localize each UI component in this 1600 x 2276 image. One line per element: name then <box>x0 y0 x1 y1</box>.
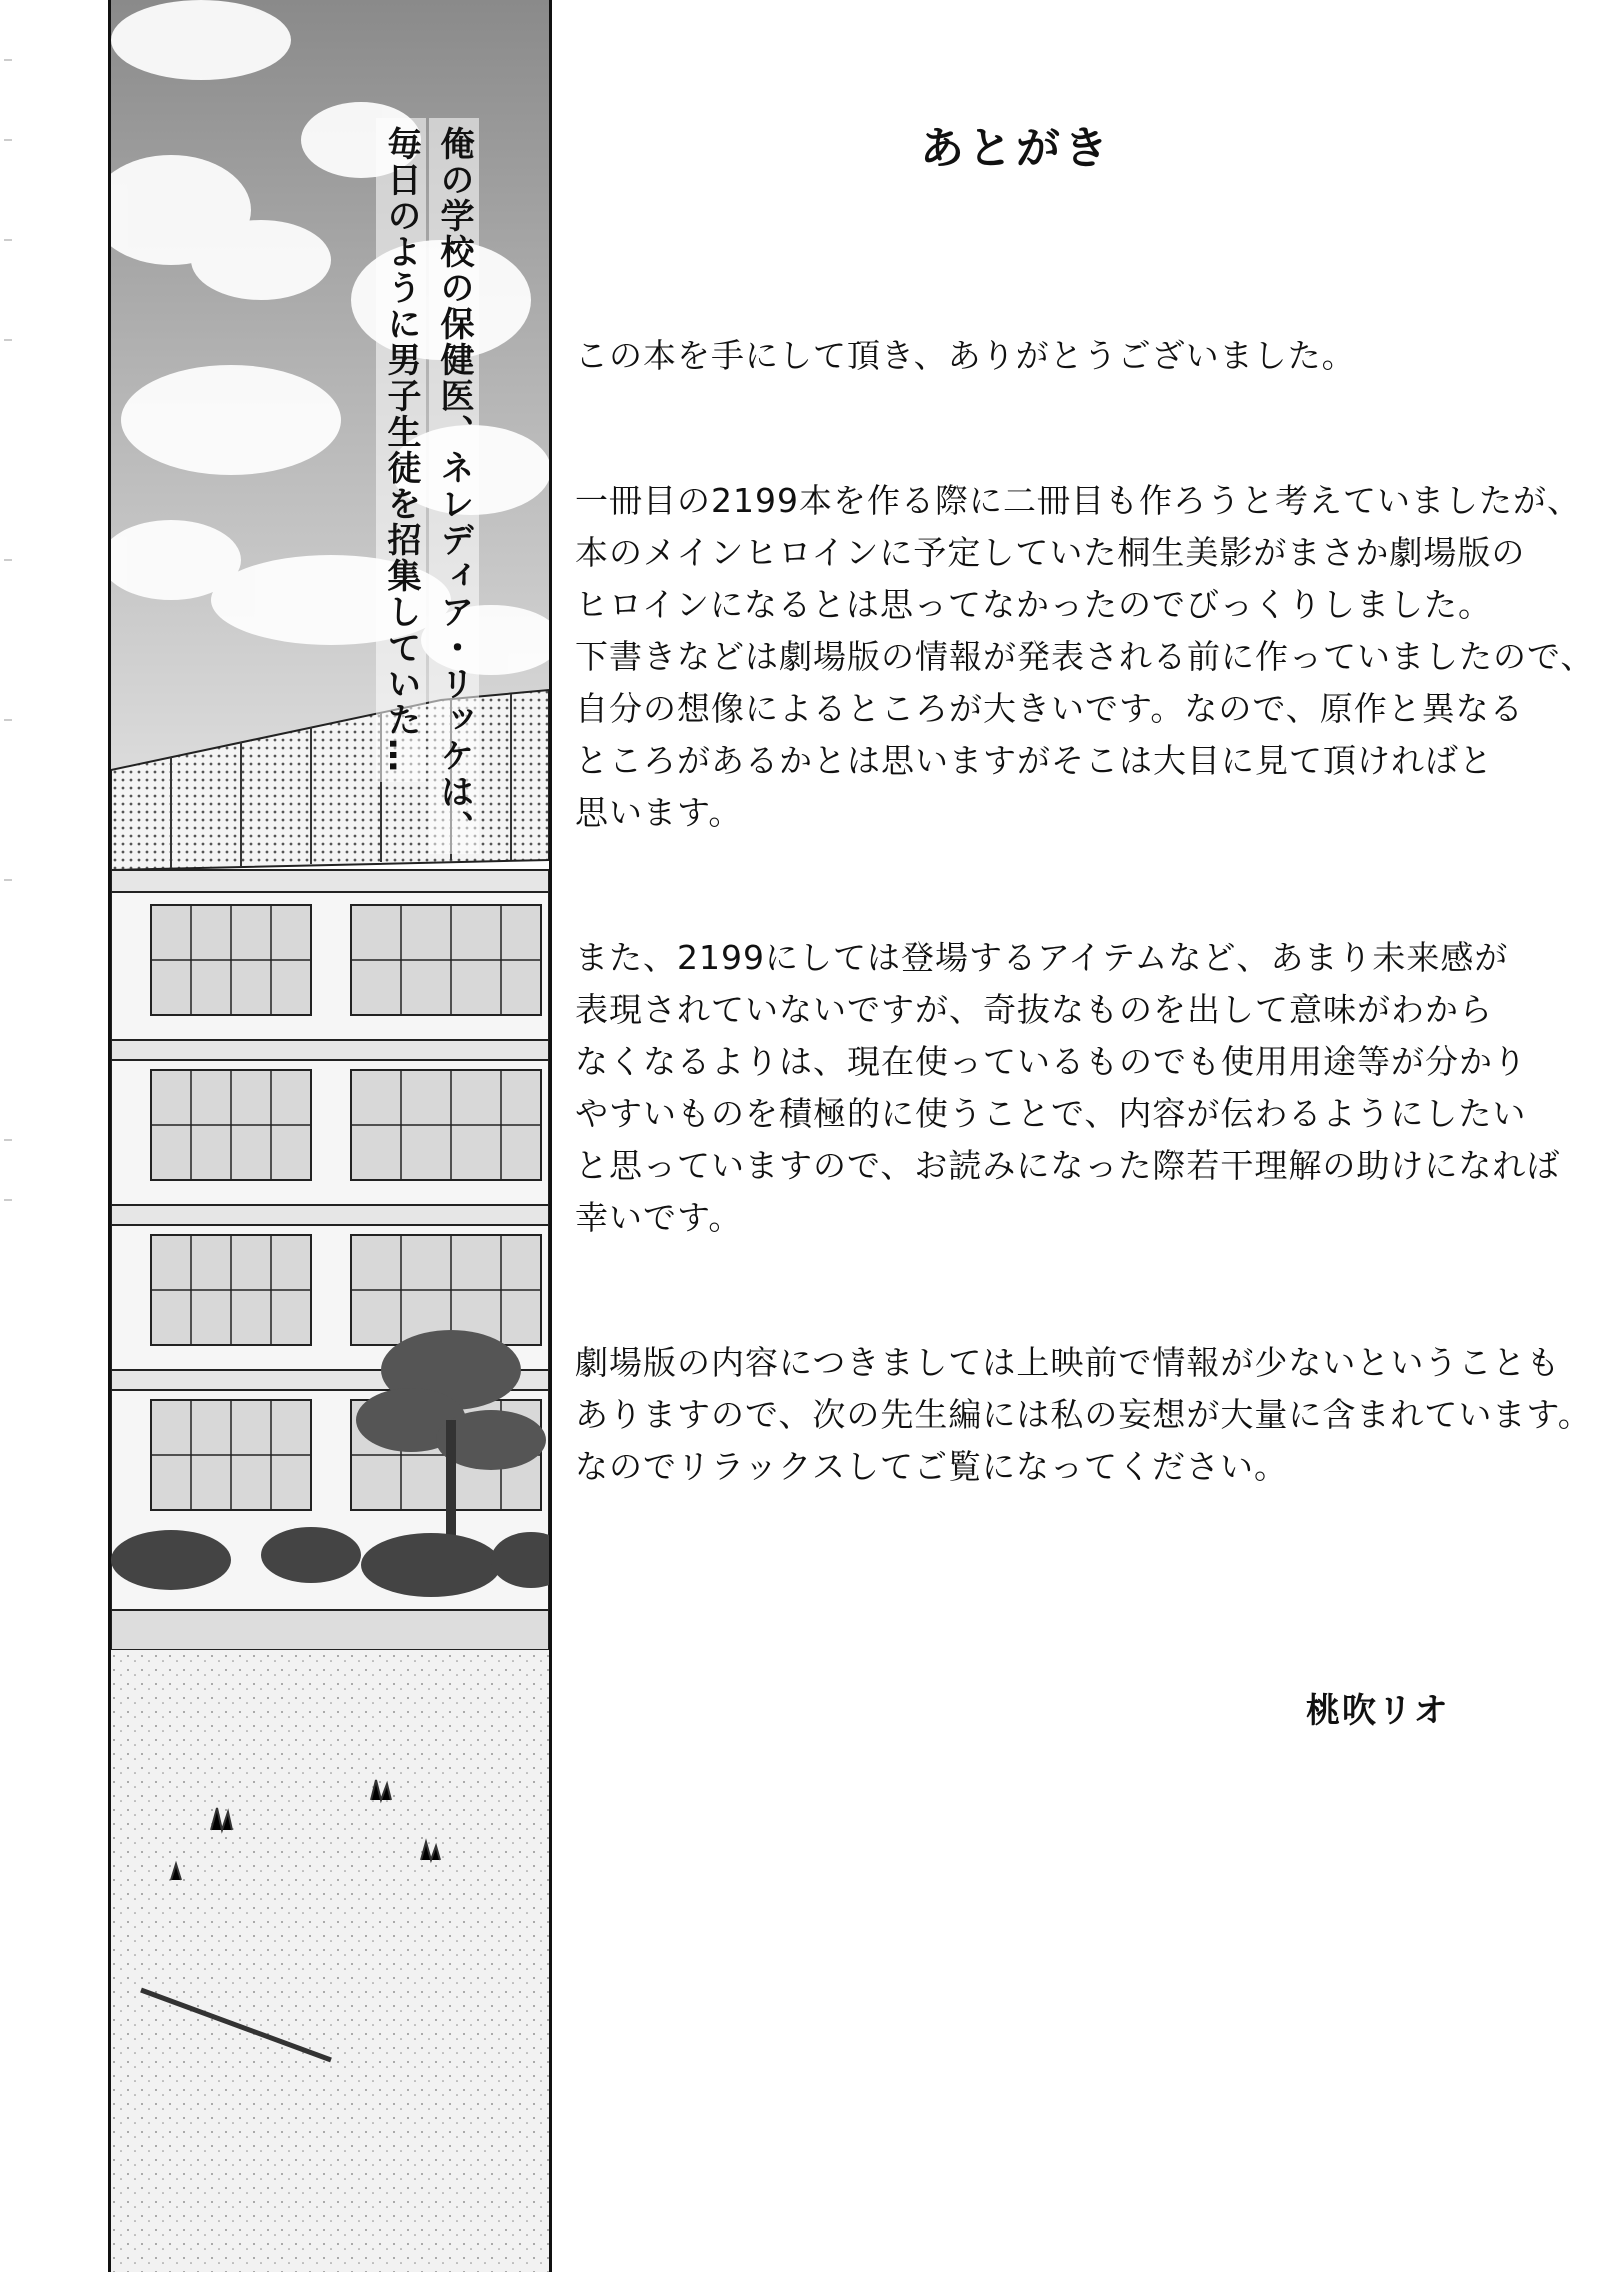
afterword-body <box>575 330 1595 1586</box>
text-line: なくなるよりは、現在使っているものでも使用用途等が分かり <box>575 1042 1527 1081</box>
scan-edge-marks <box>0 0 20 2272</box>
text-line: ところがあるかとは思いますがそこは大目に見て頂ければと <box>575 741 1493 780</box>
text-line: この本を手にして頂き、ありがとうございました。 <box>575 336 1356 375</box>
text-line: ヒロインになるとは思ってなかったのでびっくりしました。 <box>575 585 1493 624</box>
school-building-illustration <box>111 0 549 2272</box>
strip-caption-line-2: 毎日のように男子生徒を招集していた… <box>376 118 426 782</box>
school-illustration-strip <box>108 0 552 2272</box>
strip-caption-line-1: 俺の学校の保健医、ネレディア・リッケは、 <box>429 118 479 854</box>
text-line: また、2199にしては登場するアイテムなど、あまり未来感が <box>575 938 1509 977</box>
text-line: なのでリラックスしてご覧になってください。 <box>575 1447 1289 1486</box>
text-line: やすいものを積極的に使うことで、内容が伝わるようにしたい <box>575 1094 1527 1133</box>
paragraph <box>575 1337 1592 1493</box>
text-line: 思います。 <box>575 793 743 832</box>
paragraph <box>575 475 1595 839</box>
paragraph <box>575 932 1561 1244</box>
text-line: 本のメインヒロインに予定していた桐生美影がまさか劇場版の <box>575 533 1526 572</box>
text-line: ありますので、次の先生編には私の妄想が大量に含まれています。 <box>575 1395 1592 1434</box>
text-line: 幸いです。 <box>575 1198 743 1237</box>
text-line: 劇場版の内容につきましては上映前で情報が少ないということも <box>575 1343 1561 1382</box>
author-signature: 桃吹リオ <box>1306 1691 1450 1731</box>
text-line: 表現されていないですが、奇抜なものを出して意味がわから <box>575 990 1493 1029</box>
text-line: 一冊目の2199本を作る際に二冊目も作ろうと考えていましたが、 <box>575 481 1581 520</box>
text-line: 下書きなどは劇場版の情報が発表される前に作っていましたので、 <box>575 637 1595 676</box>
text-line: 自分の想像によるところが大きいです。なので、原作と異なる <box>575 689 1524 728</box>
afterword-title: あとがき <box>920 123 1112 174</box>
paragraph <box>575 330 1495 382</box>
text-line: と思っていますので、お読みになった際若干理解の助けになれば <box>575 1146 1561 1185</box>
